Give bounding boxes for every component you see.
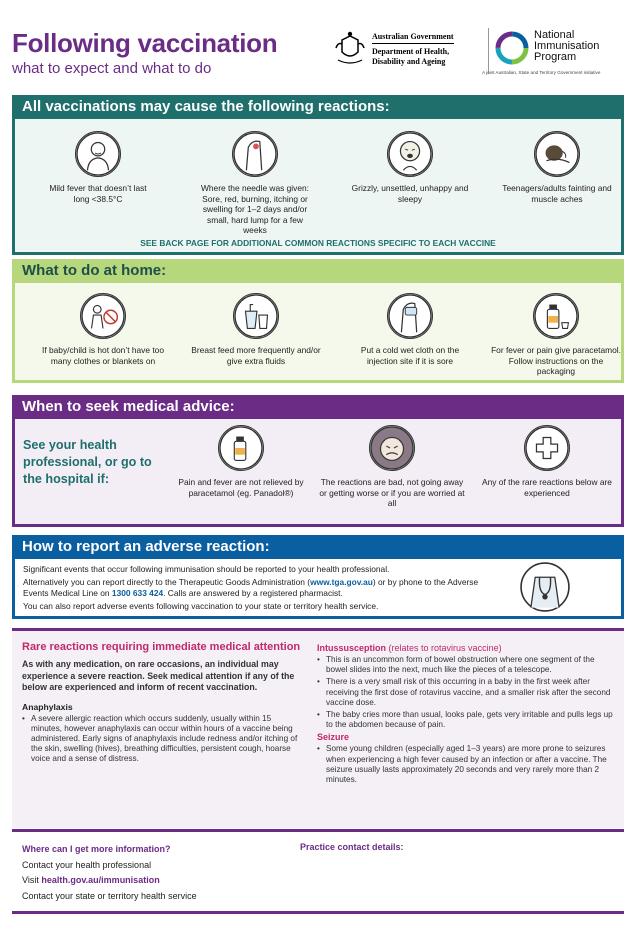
distressed-child-icon bbox=[369, 425, 415, 471]
rare-right-column bbox=[317, 641, 617, 787]
paracetamol-bottle-icon bbox=[533, 293, 579, 339]
logo-divider bbox=[488, 28, 489, 74]
breastfeed-fluids-icon bbox=[233, 293, 279, 339]
home-card-fluids: Breast feed more frequently and/or give extra fluids bbox=[191, 293, 321, 366]
report-heading: How to report an adverse reaction: bbox=[12, 535, 624, 559]
advice-heading: When to seek medical advice: bbox=[12, 395, 624, 419]
intussusception-title: Intussusception (relates to rotavirus vaccine) bbox=[317, 643, 502, 653]
seizure-list bbox=[317, 744, 617, 785]
reactions-body bbox=[12, 119, 624, 255]
rare-heading: Rare reactions requiring immediate medical attention bbox=[22, 641, 301, 653]
fainting-person-icon bbox=[534, 131, 580, 177]
reaction-card-grizzly: Grizzly, unsettled, unhappy and sleepy bbox=[350, 131, 470, 204]
practice-contact-heading: Practice contact details: bbox=[300, 842, 404, 852]
home-card-paracetamol: For fever or pain give paracetamol. Follow instructions on the packaging bbox=[491, 293, 621, 377]
reaction-card-fainting: Teenagers/adults fainting and muscle aches bbox=[497, 131, 617, 204]
intussusception-list bbox=[317, 655, 617, 730]
immunisation-program-name: National Immunisation Program bbox=[534, 29, 600, 63]
rare-reactions-section bbox=[12, 628, 624, 828]
back-page-note: SEE BACK PAGE FOR ADDITIONAL COMMON REACTIONS SPECIFIC TO EACH VACCINE bbox=[140, 238, 496, 248]
advice-card-rare: Any of the rare reactions below are experienced bbox=[477, 425, 617, 498]
advice-card-pain: Pain and fever are not relieved by paracetamol (eg. Panadol®) bbox=[171, 425, 311, 498]
tga-link[interactable]: www.tga.gov.au bbox=[310, 577, 373, 587]
reactions-panel bbox=[12, 95, 624, 255]
page-subtitle: what to expect and what to do bbox=[12, 60, 212, 77]
list-item: • A severe allergic reaction which occurs suddenly, usually within 15 minutes, however anaphylaxis can occur within hours of a vaccine being administered. Early signs of anaphylaxis include redness and/or itching of the skin, swelling (hives), breathing difficulties, persistent cough, hoarse voice and a sense of distress. bbox=[22, 714, 302, 765]
header bbox=[12, 28, 624, 88]
home-panel bbox=[12, 259, 624, 383]
report-body bbox=[12, 559, 624, 619]
home-body bbox=[12, 283, 624, 383]
page-title: Following vaccination bbox=[12, 28, 278, 58]
fever-child-icon bbox=[75, 131, 121, 177]
home-heading: What to do at home: bbox=[12, 259, 624, 283]
reaction-card-fever: Mild fever that doesn’t last long <38.5°C bbox=[43, 131, 153, 204]
initiative-tagline: A joint Australian, State and Territory Government initiative bbox=[482, 70, 601, 75]
list-item: • Some young children (especially aged 1–3 years) are more prone to seizures when experiencing a high fever caused by an infection or after a vaccine. The seizure usually lasts approximately 20 seconds and very rarely more than 2 minutes. bbox=[317, 744, 617, 785]
rare-lead: As with any medication, on rare occasions, an individual may experience a severe reaction. Seek medical attention if any of the below are experienced and inform of recent vaccination. bbox=[22, 659, 295, 692]
anaphylaxis-title: Anaphylaxis bbox=[22, 701, 73, 712]
rare-left-column bbox=[22, 641, 302, 767]
wet-cloth-icon bbox=[387, 293, 433, 339]
report-text: Significant events that occur following immunisation should be reported to your health professional. Alternatively you can report directly to the Therapeutic Goods Administration (www.tga.gov.au) or by phone to the Adverse Events Medical Line on 1300 633 424. Calls are answered by a registered pharmacist. You can also report adverse events following vaccination to your state or territory health service. bbox=[23, 564, 479, 611]
advice-card-worsening: The reactions are bad, not going away or getting worse or if you are worried at all bbox=[317, 425, 467, 509]
list-item: • This is an uncommon form of bowel obstruction where one segment of the bowel slides into the next, much like the pieces of a telescope. bbox=[317, 655, 617, 675]
report-panel bbox=[12, 535, 624, 619]
health-gov-link[interactable]: health.gov.au/immunisation bbox=[41, 875, 160, 885]
list-item: • The baby cries more than usual, looks pale, gets very irritable and pulls legs up to the abdomen because of pain. bbox=[317, 710, 617, 730]
coat-of-arms-icon bbox=[332, 30, 368, 70]
doctor-stethoscope-icon bbox=[520, 562, 570, 612]
advice-panel bbox=[12, 395, 624, 527]
department-name: Australian Government Department of Health, Disability and Ageing bbox=[372, 32, 454, 66]
medicine-bottle-icon bbox=[218, 425, 264, 471]
injection-arm-icon bbox=[232, 131, 278, 177]
more-info: Where can I get more information? Contact your health professional Visit health.gov.au/immunisation Contact your state or territory health service bbox=[22, 842, 292, 904]
advice-body bbox=[12, 419, 624, 527]
reaction-card-injection-site: Where the needle was given: Sore, red, burning, itching or swelling for 1–2 days and/or small, hard lump for a few weeks bbox=[195, 131, 315, 236]
medical-cross-icon bbox=[524, 425, 570, 471]
light-clothing-icon bbox=[80, 293, 126, 339]
list-item: • There is a very small risk of this occurring in a baby in the first week after receiving the first dose of rotavirus vaccine, and a smaller risk after the second vaccine dose. bbox=[317, 677, 617, 708]
adverse-events-phone[interactable]: 1300 633 424 bbox=[111, 588, 164, 598]
seizure-title: Seizure bbox=[317, 732, 350, 743]
section-divider-bottom bbox=[12, 911, 624, 914]
immunisation-program-logo-icon bbox=[494, 30, 530, 66]
advice-intro: See your health professional, or go to the hospital if: bbox=[23, 438, 152, 486]
more-info-heading: Where can I get more information? bbox=[22, 844, 171, 854]
home-card-cold-cloth: Put a cold wet cloth on the injection site if it is sore bbox=[345, 293, 475, 366]
crying-baby-icon bbox=[387, 131, 433, 177]
section-divider-top bbox=[12, 829, 624, 832]
anaphylaxis-list bbox=[22, 714, 302, 765]
reactions-heading: All vaccinations may cause the following reactions: bbox=[12, 95, 624, 119]
home-card-clothing: If baby/child is hot don’t have too many clothes or blankets on bbox=[33, 293, 173, 366]
australian-government-logo bbox=[332, 28, 482, 78]
